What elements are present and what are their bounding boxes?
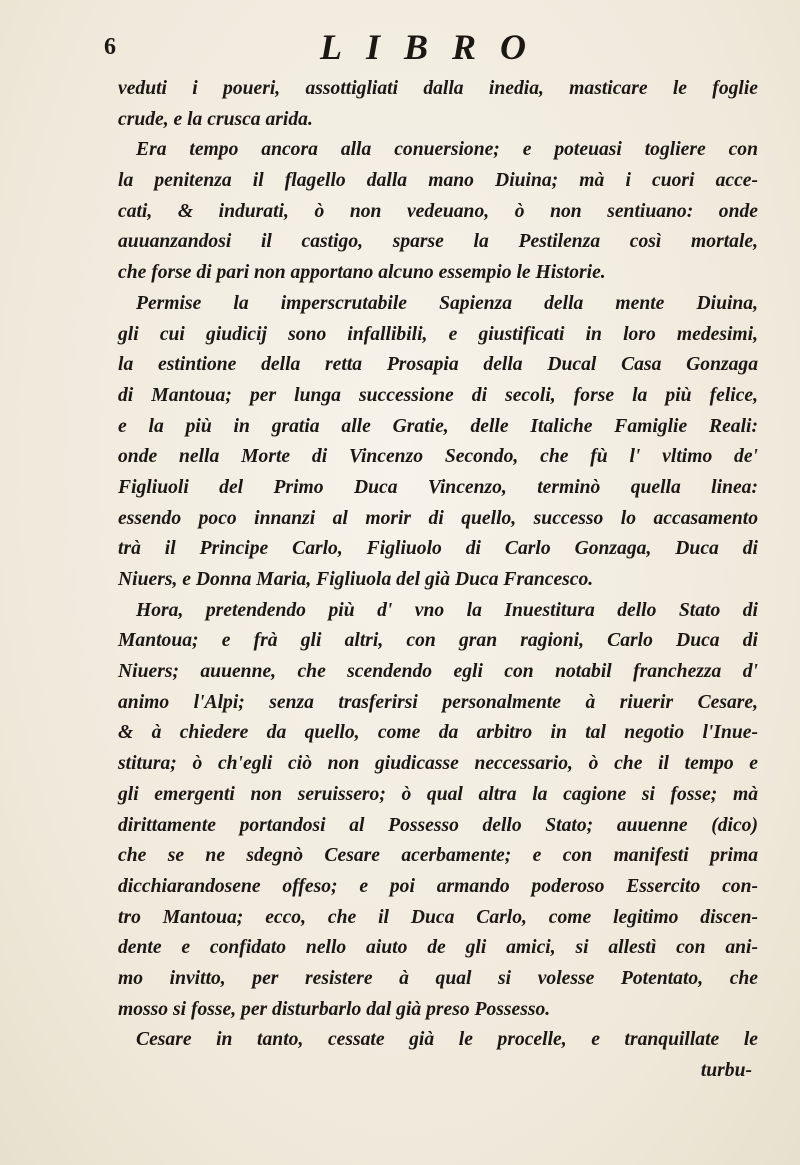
page-number: 6 [104,34,116,60]
text-line: veduti i poueri, assottigliati dalla inedia, masticare le foglie [118,78,758,99]
text-line: Hora, pretendendo più d' vno la Inuestitura dello Stato di [136,599,758,621]
text-line: tro Mantoua; ecco, che il Duca Carlo, come legitimo discen- [118,906,758,928]
text-line: Era tempo ancora alla conuersione; e poteuasi togliere con [136,139,758,161]
text-line: gli cui giudicij sono infallibili, e giustificati in loro medesimi, [118,323,758,345]
text-line: la penitenza il flagello dalla mano Diuina; mà i cuori acce- [118,170,758,192]
text-line: dente e confidato nello aiuto de gli amici, si allestì con ani- [118,937,758,959]
text-line: Permise la imperscrutabile Sapienza della mente Diuina, [136,292,758,314]
catchword: turbu- [700,1060,752,1081]
text-line: Figliuoli del Primo Duca Vincenzo, terminò quella linea: [118,476,758,498]
text-line: crude, e la crusca arida. [118,108,313,130]
running-head: LIBRO [320,27,551,67]
text-line: dicchiarandosene offeso; e poi armando poderoso Essercito con- [118,875,758,897]
text-line: trà il Principe Carlo, Figliuolo di Carlo Gonzaga, Duca di [118,538,758,560]
text-line: che forse di pari non apportano alcuno essempio le Historie. [118,262,606,284]
text-line: cati, & indurati, ò non vedeuano, ò non sentiuano: onde [118,200,758,222]
text-line: dirittamente portandosi al Possesso dello Stato; auuenne (dico) [118,814,758,836]
text-line: essendo poco innanzi al morir di quello, successo lo accasamento [118,507,758,529]
text-line: Niuers; auuenne, che scendendo egli con notabil franchezza d' [118,661,758,683]
text-line: animo l'Alpi; senza trasferirsi personalmente à riuerir Cesare, [118,691,758,713]
text-line: stitura; ò ch'egli ciò non giudicasse neccessario, ò che il tempo e [118,753,758,775]
text-line: e la più in gratia alle Gratie, delle Italiche Famiglie Reali: [118,415,758,437]
text-line: onde nella Morte di Vincenzo Secondo, che fù l' vltimo de' [118,446,758,468]
text-line: mo invitto, per resistere à qual si volesse Potentato, che [118,967,758,989]
text-line: che se ne sdegnò Cesare acerbamente; e con manifesti prima [118,845,758,867]
body-text [118,74,758,1087]
text-line: & à chiedere da quello, come da arbitro in tal negotio l'Inue- [118,722,758,744]
text-line: di Mantoua; per lunga successione di secoli, forse la più felice, [118,384,758,406]
text-line: Mantoua; e frà gli altri, con gran ragioni, Carlo Duca di [118,630,758,652]
text-line: auuanzandosi il castigo, sparse la Pestilenza così mortale, [118,231,758,253]
text-line: Niuers, e Donna Maria, Figliuola del già Duca Francesco. [118,569,594,590]
text-line: Cesare in tanto, cessate già le procelle, e tranquillate le [136,1029,758,1051]
text-line: mosso si fosse, per disturbarlo dal già preso Possesso. [118,998,551,1020]
page-header [100,26,740,66]
text-line: la estintione della retta Prosapia della Ducal Casa Gonzaga [118,354,758,376]
text-line: gli emergenti non seruissero; ò qual altra la cagione si fosse; mà [118,783,758,805]
